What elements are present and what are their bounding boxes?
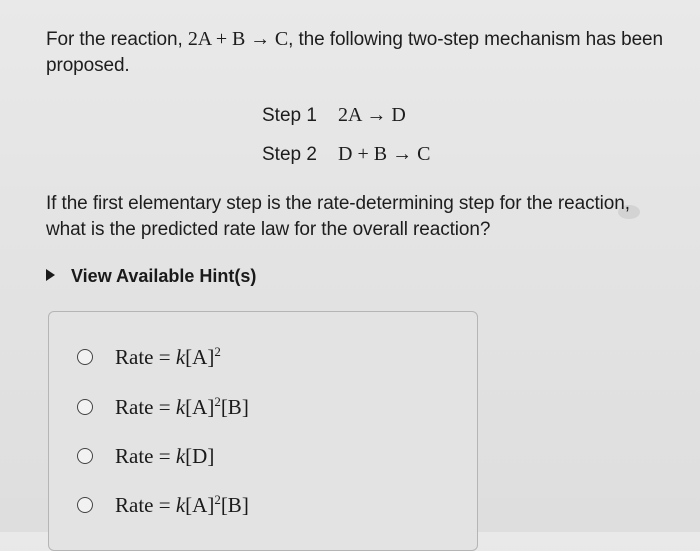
intro-suffix: , the following two-step mechanism has been proposed.: [46, 29, 663, 76]
step-label: Step 2: [262, 144, 317, 165]
radio-button[interactable]: [77, 349, 93, 365]
hint-label: View Available Hint(s): [71, 266, 257, 286]
radio-button[interactable]: [77, 497, 93, 513]
answer-option[interactable]: [77, 492, 249, 518]
view-hints-toggle[interactable]: [46, 266, 256, 287]
step-1: [262, 104, 406, 127]
step-equation: D + B → C: [338, 143, 431, 165]
intro-prefix: For the reaction,: [46, 29, 188, 50]
answer-option[interactable]: [77, 344, 221, 370]
expand-triangle-icon: [46, 269, 55, 281]
option-label: Rate = $k[A]^2$: [115, 344, 221, 369]
step-equation: 2A → D: [338, 104, 406, 126]
question-prompt: If the first elementary step is the rate-determining step for the reaction, what is the predicted rate law for the overall reaction?: [46, 193, 630, 240]
step-2: [262, 143, 430, 166]
option-label: Rate = $k[A]^2[B]$: [115, 394, 249, 419]
answer-choices-box: [48, 311, 478, 551]
option-label: Rate = k[D]: [115, 444, 215, 468]
answer-option[interactable]: [77, 443, 214, 469]
radio-button[interactable]: [77, 399, 93, 415]
answer-option[interactable]: [77, 394, 249, 420]
question-intro: [46, 26, 676, 79]
step-label: Step 1: [262, 105, 317, 126]
radio-button[interactable]: [77, 448, 93, 464]
option-label: Rate = $k[A]^2[B]$: [115, 492, 249, 517]
overall-reaction: 2A + B → C: [187, 28, 289, 50]
